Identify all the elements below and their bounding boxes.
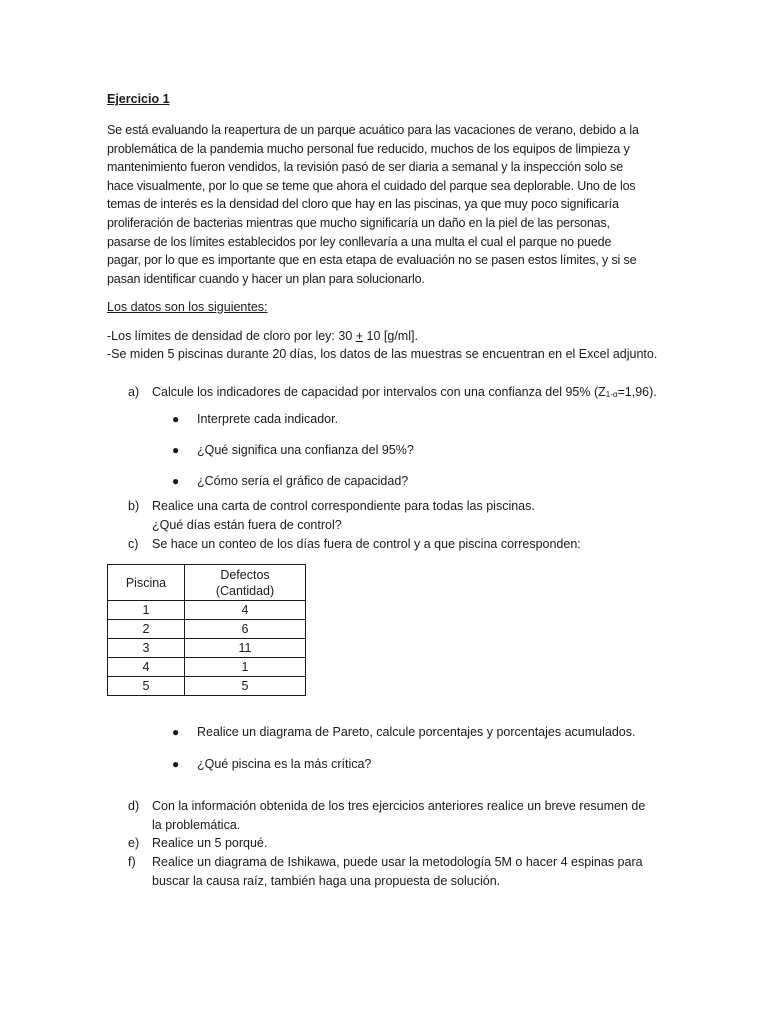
intro-line: mantenimiento fueron vendidos, la revisión pasó de ser diaria a semanal y la inspección solo se [107, 160, 623, 175]
cell-pool: 2 [108, 620, 185, 639]
cell-pool: 3 [108, 639, 185, 658]
data-heading-text: Los datos son los siguientes [107, 300, 265, 314]
bullet-icon: ● [172, 725, 180, 739]
data-heading-colon: : [264, 300, 268, 314]
header-defects-line1: Defectos [220, 567, 270, 582]
list-marker: b) [128, 499, 140, 513]
item-b-line1: Realice una carta de control correspondiente para todas las piscinas. [152, 499, 535, 513]
item-b-line2: ¿Qué días están fuera de control? [152, 518, 342, 532]
bullet-icon: ● [172, 474, 180, 488]
item-a-text-before: Calcule los indicadores de capacidad por intervalos con una confianza del 95% (Z [152, 385, 606, 399]
item-f-line2: buscar la causa raíz, también haga una propuesta de solución. [152, 874, 501, 888]
cell-pool: 5 [108, 677, 185, 696]
intro-line: proliferación de bacterias mientras que mucho significaría un daño en la piel de las personas, [107, 215, 610, 230]
table-row [108, 639, 306, 658]
cell-defects: 4 [185, 601, 306, 620]
limits-prefix: -Los límites de densidad de cloro por ley: 30 [107, 329, 356, 343]
item-d-line2: la problemática. [152, 818, 241, 832]
limits-line [107, 329, 418, 343]
item-a-text-after: =1,96). [617, 385, 657, 399]
header-defects [185, 565, 306, 601]
exercise-title: Ejercicio 1 [107, 92, 170, 106]
cell-defects: 6 [185, 620, 306, 639]
intro-paragraph [107, 121, 667, 288]
bullet-text: ¿Cómo sería el gráfico de capacidad? [197, 474, 409, 488]
bullet-text: Interprete cada indicador. [197, 412, 339, 426]
list-marker: d) [128, 799, 140, 813]
defects-table [107, 564, 306, 696]
bullet-text: ¿Qué piscina es la más crítica? [197, 757, 372, 771]
table-row [108, 658, 306, 677]
item-c-text: Se hace un conteo de los días fuera de control y a que piscina corresponden: [152, 537, 581, 551]
bullet-icon: ● [172, 757, 180, 771]
list-marker: a) [128, 385, 140, 399]
cell-pool: 1 [108, 601, 185, 620]
intro-line: temas de interés es la densidad del cloro que hay en las piscinas, ya que muy poco significaría [107, 197, 619, 212]
bullet-text: ¿Qué significa una confianza del 95%? [197, 443, 414, 457]
intro-line: Se está evaluando la reapertura de un parque acuático para las vacaciones de verano, debido a la [107, 123, 639, 137]
intro-line: pagar, por lo que es importante que en esta etapa de evaluación no se pasen estos límites, y si se [107, 253, 637, 268]
list-marker: e) [128, 836, 140, 850]
cell-defects: 5 [185, 677, 306, 696]
table-row [108, 677, 306, 696]
intro-line: problemática de la pandemia mucho personal fue reducido, muchos de los equipos de limpieza y [107, 141, 630, 156]
cell-defects: 1 [185, 658, 306, 677]
plus-minus-symbol: + [355, 329, 364, 343]
bullet-icon: ● [172, 443, 180, 457]
list-marker: c) [128, 537, 139, 551]
item-e-text: Realice un 5 porqué. [152, 836, 268, 850]
data-heading [107, 300, 268, 314]
list-marker: f) [128, 855, 136, 869]
item-a-text [152, 385, 657, 399]
header-pool: Piscina [108, 565, 185, 601]
table-row [108, 620, 306, 639]
table-row [108, 601, 306, 620]
z-subscript: 1-α [605, 390, 618, 399]
bullet-text: Realice un diagrama de Pareto, calcule porcentajes y porcentajes acumulados. [197, 725, 636, 739]
intro-line: pasan identificar cuando y hacer un plan para solucionarlo. [107, 271, 425, 286]
bullet-icon: ● [172, 412, 180, 426]
intro-line: pasarse de los límites establecidos por ley conllevaría a una multa el cual el parque no puede [107, 234, 612, 249]
header-defects-line2: (Cantidad) [215, 583, 275, 598]
samples-line: -Se miden 5 piscinas durante 20 días, los datos de las muestras se encuentran en el Excel adjunto. [107, 347, 658, 361]
intro-line: hace visualmente, por lo que se teme que ahora el cuidado del parque sea deplorable. Uno de los [107, 178, 636, 193]
limits-suffix: 10 [g/ml]. [363, 329, 418, 343]
item-f-line1: Realice un diagrama de Ishikawa, puede usar la metodología 5M o hacer 4 espinas para [152, 855, 643, 869]
table-header-row [108, 565, 306, 601]
cell-defects: 11 [185, 639, 306, 658]
cell-pool: 4 [108, 658, 185, 677]
item-d-line1: Con la información obtenida de los tres ejercicios anteriores realice un breve resumen de [152, 799, 646, 813]
